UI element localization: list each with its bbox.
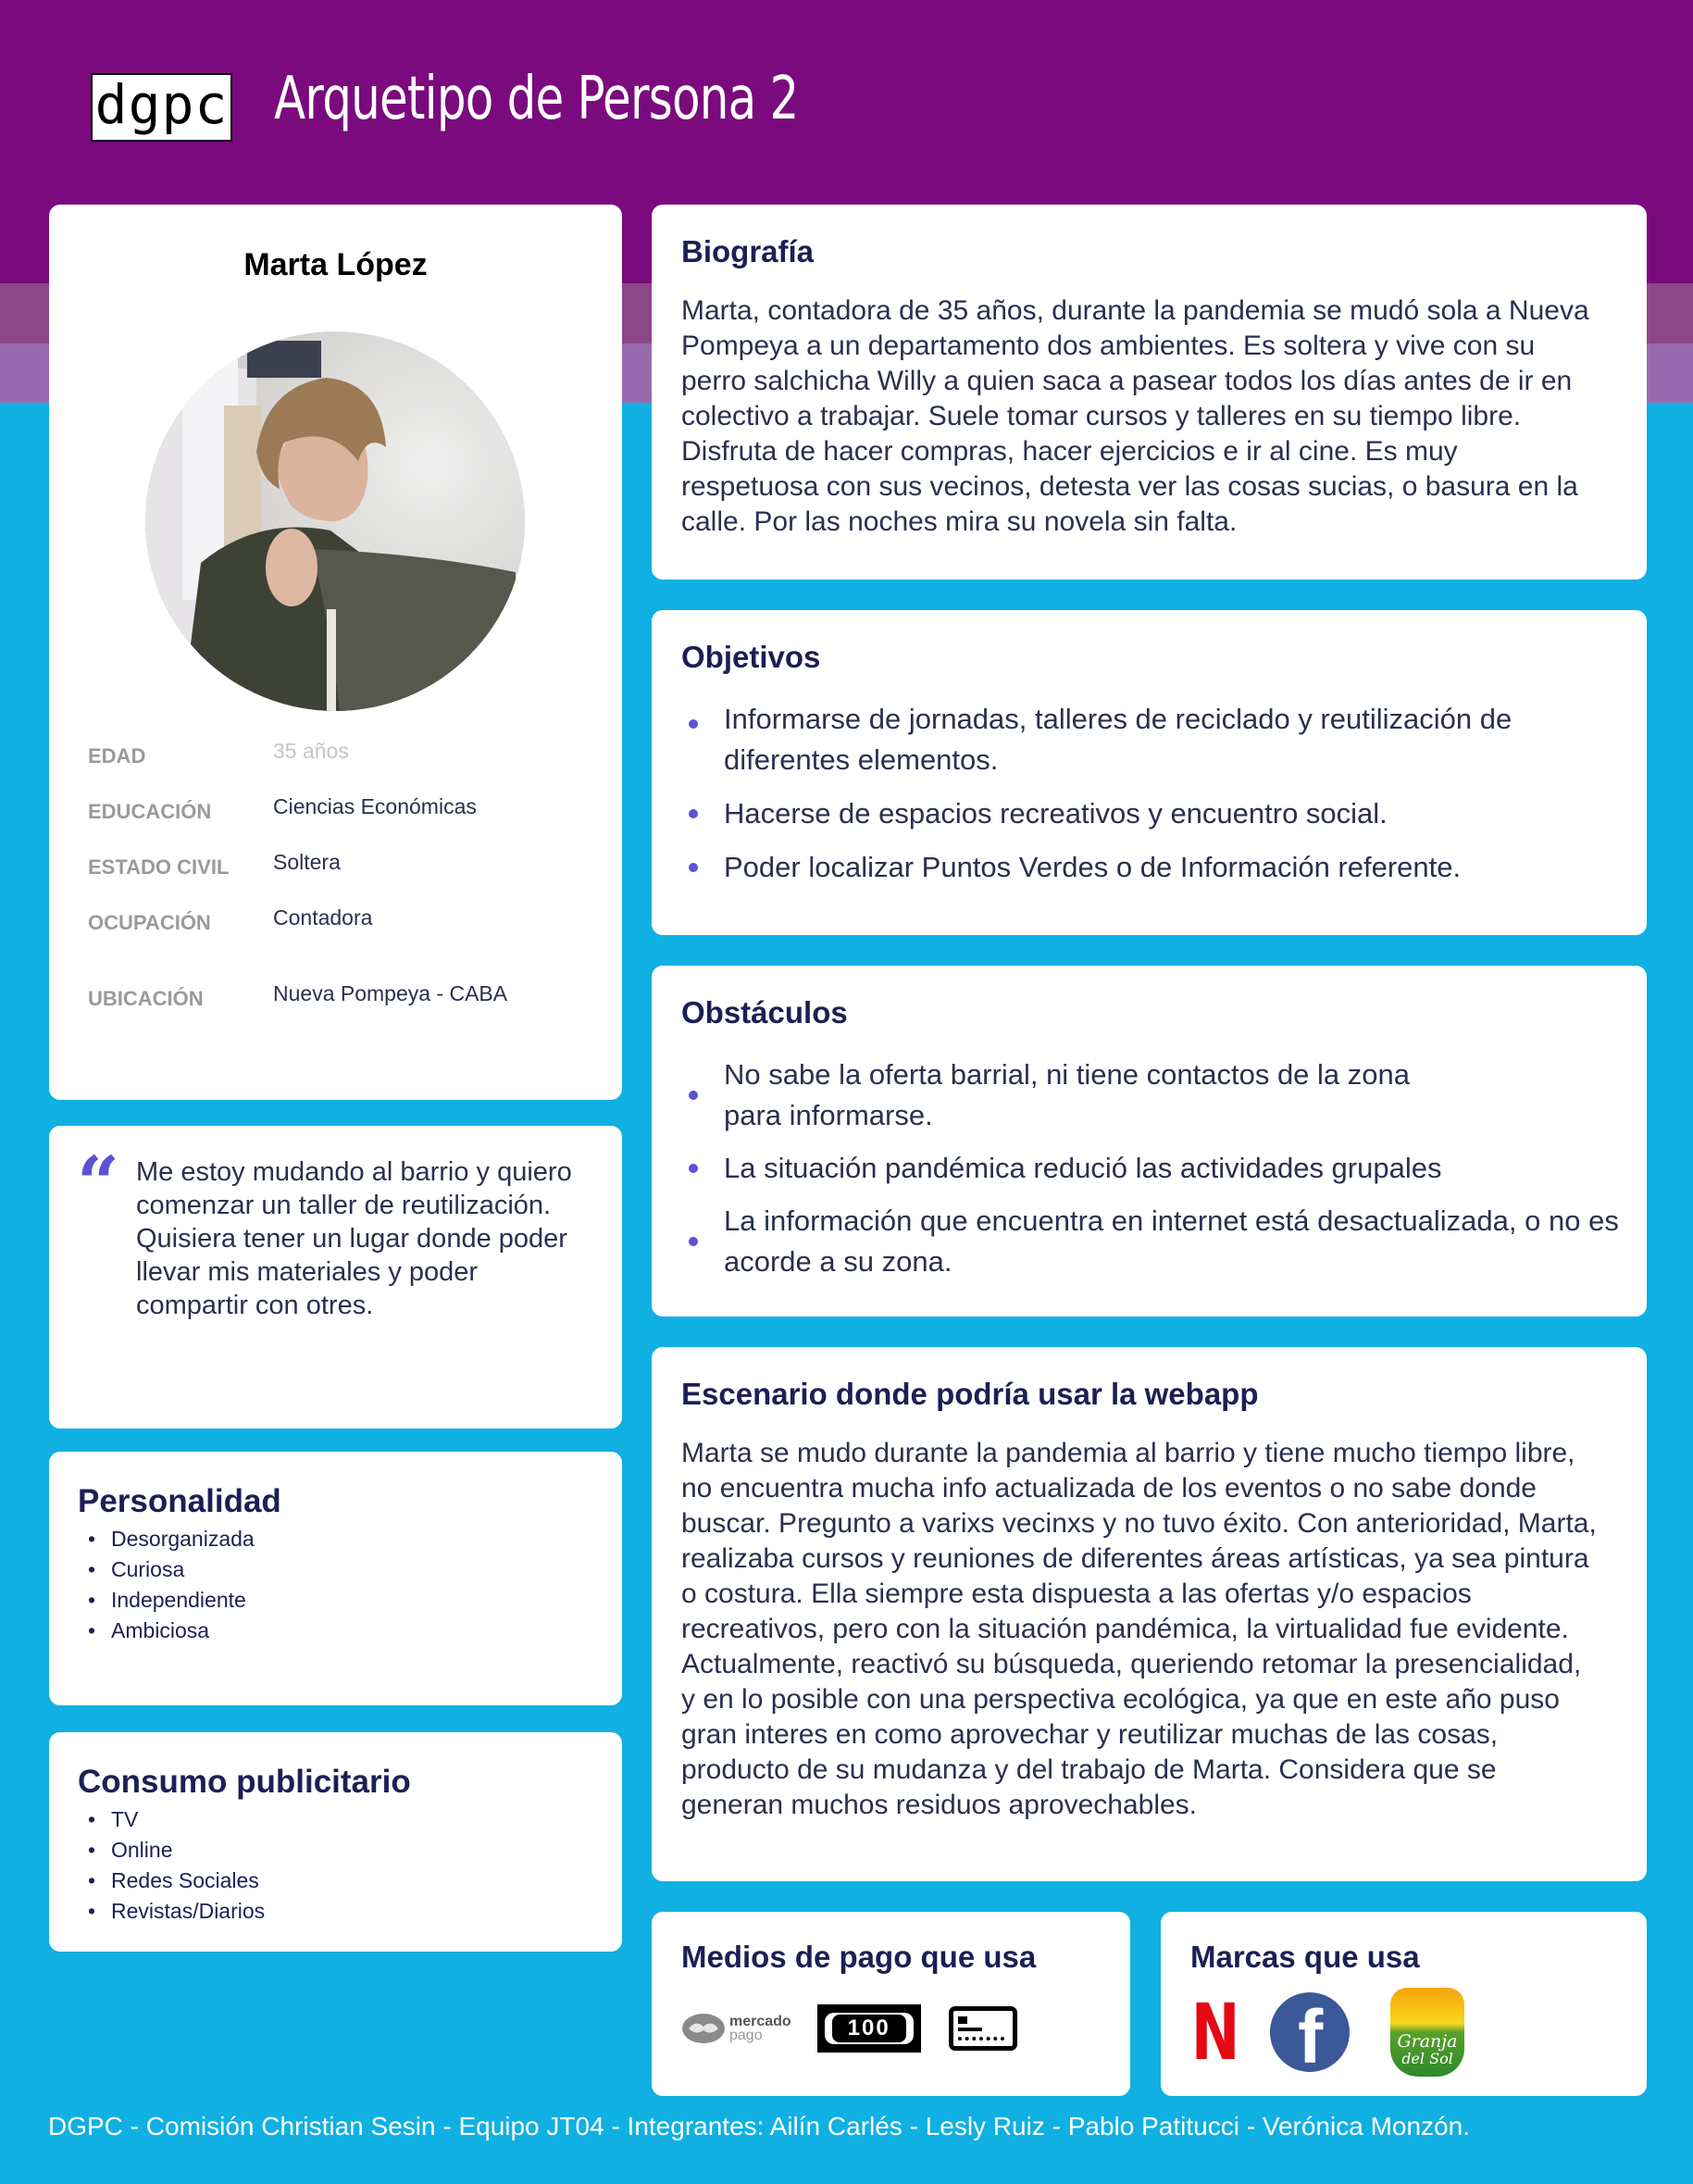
list-item xyxy=(88,1804,265,1835)
consumo-list xyxy=(88,1804,265,1927)
bullet-icon xyxy=(689,1091,698,1100)
bullet-icon: • xyxy=(88,1618,96,1642)
list-item xyxy=(88,1616,255,1646)
bullet-icon: • xyxy=(88,1868,96,1892)
bullet-icon: • xyxy=(88,1838,96,1862)
bullet-icon xyxy=(689,1237,698,1246)
detail-label: ESTADO CIVIL xyxy=(88,855,230,879)
escenario-title: Escenario donde podría usar la webapp xyxy=(681,1377,1259,1411)
obstaculos-list xyxy=(685,1055,1619,1294)
detail-label: EDUCACIÓN xyxy=(88,800,212,823)
marcas-title: Marcas que usa xyxy=(1190,1940,1420,1974)
mercado-pago-text: mercado xyxy=(729,2014,791,2029)
obstaculos-card xyxy=(652,966,1647,1317)
list-item xyxy=(88,1896,265,1927)
payment-icons xyxy=(681,2004,1017,2053)
medios-pago-card xyxy=(652,1912,1130,2096)
mercado-pago-logo xyxy=(681,2012,791,2045)
list-item-text: Informarse de jornadas, talleres de reciclado y reutilización de diferentes elementos. xyxy=(724,703,1512,776)
escenario-text: Marta se mudo durante la pandemia al barrio y tiene mucho tiempo libre, no encuentra mucha info actualizada de los eventos o no sabe donde buscar. Pregunto a varixs vecinxs y no tuvo éxito. Con anterioridad, Marta, realizaba cursos y reuniones de diferentes áreas artísticas, ya sea pintura o costura. Ella siempre esta dispuesta a las ofertas y/o espacios recreativos, pero con la situación pandémica, la virtualidad fue evidente. Actualmente, reactivó su búsqueda, queriendo retomar la presencialidad, y en lo posible con una perspectiva ecológica, ya que en este año puso gran interes en como aprovechar y reutilizar muchas de las cosas, producto de su mudanza y del trabajo de Marta. Considera que se generan muchos residuos aprovechables. xyxy=(681,1438,1597,1820)
objetivos-title: Objetivos xyxy=(681,640,821,674)
persona-photo-illustration xyxy=(145,331,525,711)
list-item xyxy=(685,699,1563,780)
objetivos-card xyxy=(652,610,1647,935)
bullet-icon: • xyxy=(88,1557,96,1581)
list-item xyxy=(685,847,1563,888)
detail-row-edad xyxy=(88,739,604,768)
bullet-icon: • xyxy=(88,1807,96,1831)
detail-label: UBICACIÓN xyxy=(88,987,204,1010)
list-item-text: Ambiciosa xyxy=(111,1618,210,1642)
footer-credits: DGPC - Comisión Christian Sesin - Equipo JT04 - Integrantes: Ailín Carlés - Lesly Ruiz - Pablo Patitucci - Verónica Monzón. xyxy=(48,2112,1470,2140)
list-item xyxy=(685,793,1563,834)
bullet-icon: • xyxy=(88,1527,96,1551)
detail-value: 35 años xyxy=(273,739,349,763)
obstaculos-title: Obstáculos xyxy=(681,995,848,1030)
list-item-text: Poder localizar Puntos Verdes o de Información referente. xyxy=(724,851,1462,883)
quote-icon: “ xyxy=(77,1140,120,1227)
list-item xyxy=(88,1835,265,1866)
personalidad-card xyxy=(49,1452,622,1705)
handshake-icon xyxy=(681,2012,726,2045)
medios-pago-title: Medios de pago que usa xyxy=(681,1940,1037,1974)
quote-text: Me estoy mudando al barrio y quiero comenzar un taller de reutilización. Quisiera tener un lugar donde poder llevar mis materiales y poder compartir con otres. xyxy=(136,1157,572,1320)
list-item-text: La situación pandémica redució las actividades grupales xyxy=(724,1152,1442,1184)
bullet-icon xyxy=(689,719,698,729)
list-item xyxy=(685,1055,1619,1136)
detail-value: Contadora xyxy=(273,905,373,930)
marcas-card xyxy=(1161,1912,1647,2096)
list-item-text: Online xyxy=(111,1838,173,1862)
profile-card xyxy=(49,205,622,1100)
list-item xyxy=(88,1585,255,1616)
detail-row-estado-civil xyxy=(88,850,604,880)
consumo-title: Consumo publicitario xyxy=(78,1764,411,1800)
persona-photo xyxy=(145,331,525,711)
bullet-icon: • xyxy=(88,1899,96,1923)
cash-bill-icon xyxy=(817,2004,921,2053)
consumo-card xyxy=(49,1732,622,1952)
bullet-icon xyxy=(689,809,698,818)
list-item-text: Desorganizada xyxy=(111,1527,255,1551)
detail-value: Ciencias Económicas xyxy=(273,794,477,818)
facebook-logo xyxy=(1270,1992,1350,2072)
detail-label: OCUPACIÓN xyxy=(88,911,211,934)
list-item xyxy=(88,1524,255,1554)
list-item-text: Independiente xyxy=(111,1588,246,1612)
facebook-letter: f xyxy=(1298,1995,1324,2072)
dgpc-logo xyxy=(91,73,232,142)
list-item-text: Redes Sociales xyxy=(111,1868,259,1892)
granja-del-sol-logo xyxy=(1390,1988,1464,2077)
bullet-icon xyxy=(689,1164,698,1173)
list-item xyxy=(685,1201,1619,1282)
list-item xyxy=(88,1554,255,1585)
detail-value: Soltera xyxy=(273,850,341,874)
netflix-letter: N xyxy=(1190,1987,1240,2078)
brand-icons xyxy=(1190,1988,1464,2077)
detail-row-ubicacion xyxy=(88,981,604,1011)
list-item xyxy=(88,1866,265,1896)
detail-row-ocupacion xyxy=(88,905,604,935)
cash-value: 100 xyxy=(847,2016,890,2040)
bullet-icon xyxy=(689,863,698,872)
netflix-logo xyxy=(1190,1987,1240,2078)
detail-row-educacion xyxy=(88,794,604,824)
personalidad-title: Personalidad xyxy=(78,1483,281,1519)
list-item-text: Hacerse de espacios recreativos y encuentro social. xyxy=(724,797,1388,830)
persona-name: Marta López xyxy=(243,247,428,282)
personalidad-list xyxy=(88,1524,255,1646)
objetivos-list xyxy=(685,699,1563,901)
list-item xyxy=(685,1148,1619,1189)
escenario-card xyxy=(652,1347,1647,1881)
mercado-pago-subtext: pago xyxy=(729,2028,763,2043)
biografia-text: Marta, contadora de 35 años, durante la pandemia se mudó sola a Nueva Pompeya a un departamento dos ambientes. Es soltera y vive con su perro salchicha Willy a quien saca a pasear todos los días antes de ir en colectivo a trabajar. Suele tomar cursos y talleres en su tiempo libre. Disfruta de hacer compras, hacer ejercicios e ir al cine. Es muy respetuosa con sus vecinos, detesta ver las cosas sucias, o basura en la calle. Por las noches mira su novela sin falta. xyxy=(681,295,1589,537)
detail-label: EDAD xyxy=(88,744,146,768)
biografia-card xyxy=(652,205,1647,580)
granja-subtext: del Sol xyxy=(1401,2050,1453,2067)
biografia-title: Biografía xyxy=(681,234,815,268)
credit-card-icon xyxy=(949,2006,1017,2051)
quote-card xyxy=(49,1126,622,1429)
list-item-text: Curiosa xyxy=(111,1557,185,1581)
list-item-text: Revistas/Diarios xyxy=(111,1899,266,1923)
detail-value: Nueva Pompeya - CABA xyxy=(273,981,508,1005)
page-title: Arquetipo de Persona 2 xyxy=(274,65,799,133)
list-item-text: La información que encuentra en internet está desactualizada, o no es acorde a su zona. xyxy=(724,1204,1619,1278)
list-item-text: No sabe la oferta barrial, ni tiene contactos de la zona para informarse. xyxy=(724,1058,1411,1131)
bullet-icon: • xyxy=(88,1588,96,1612)
list-item-text: TV xyxy=(111,1807,139,1831)
logo-text: dgpc xyxy=(94,73,229,136)
granja-text: Granja xyxy=(1397,2031,1458,2052)
